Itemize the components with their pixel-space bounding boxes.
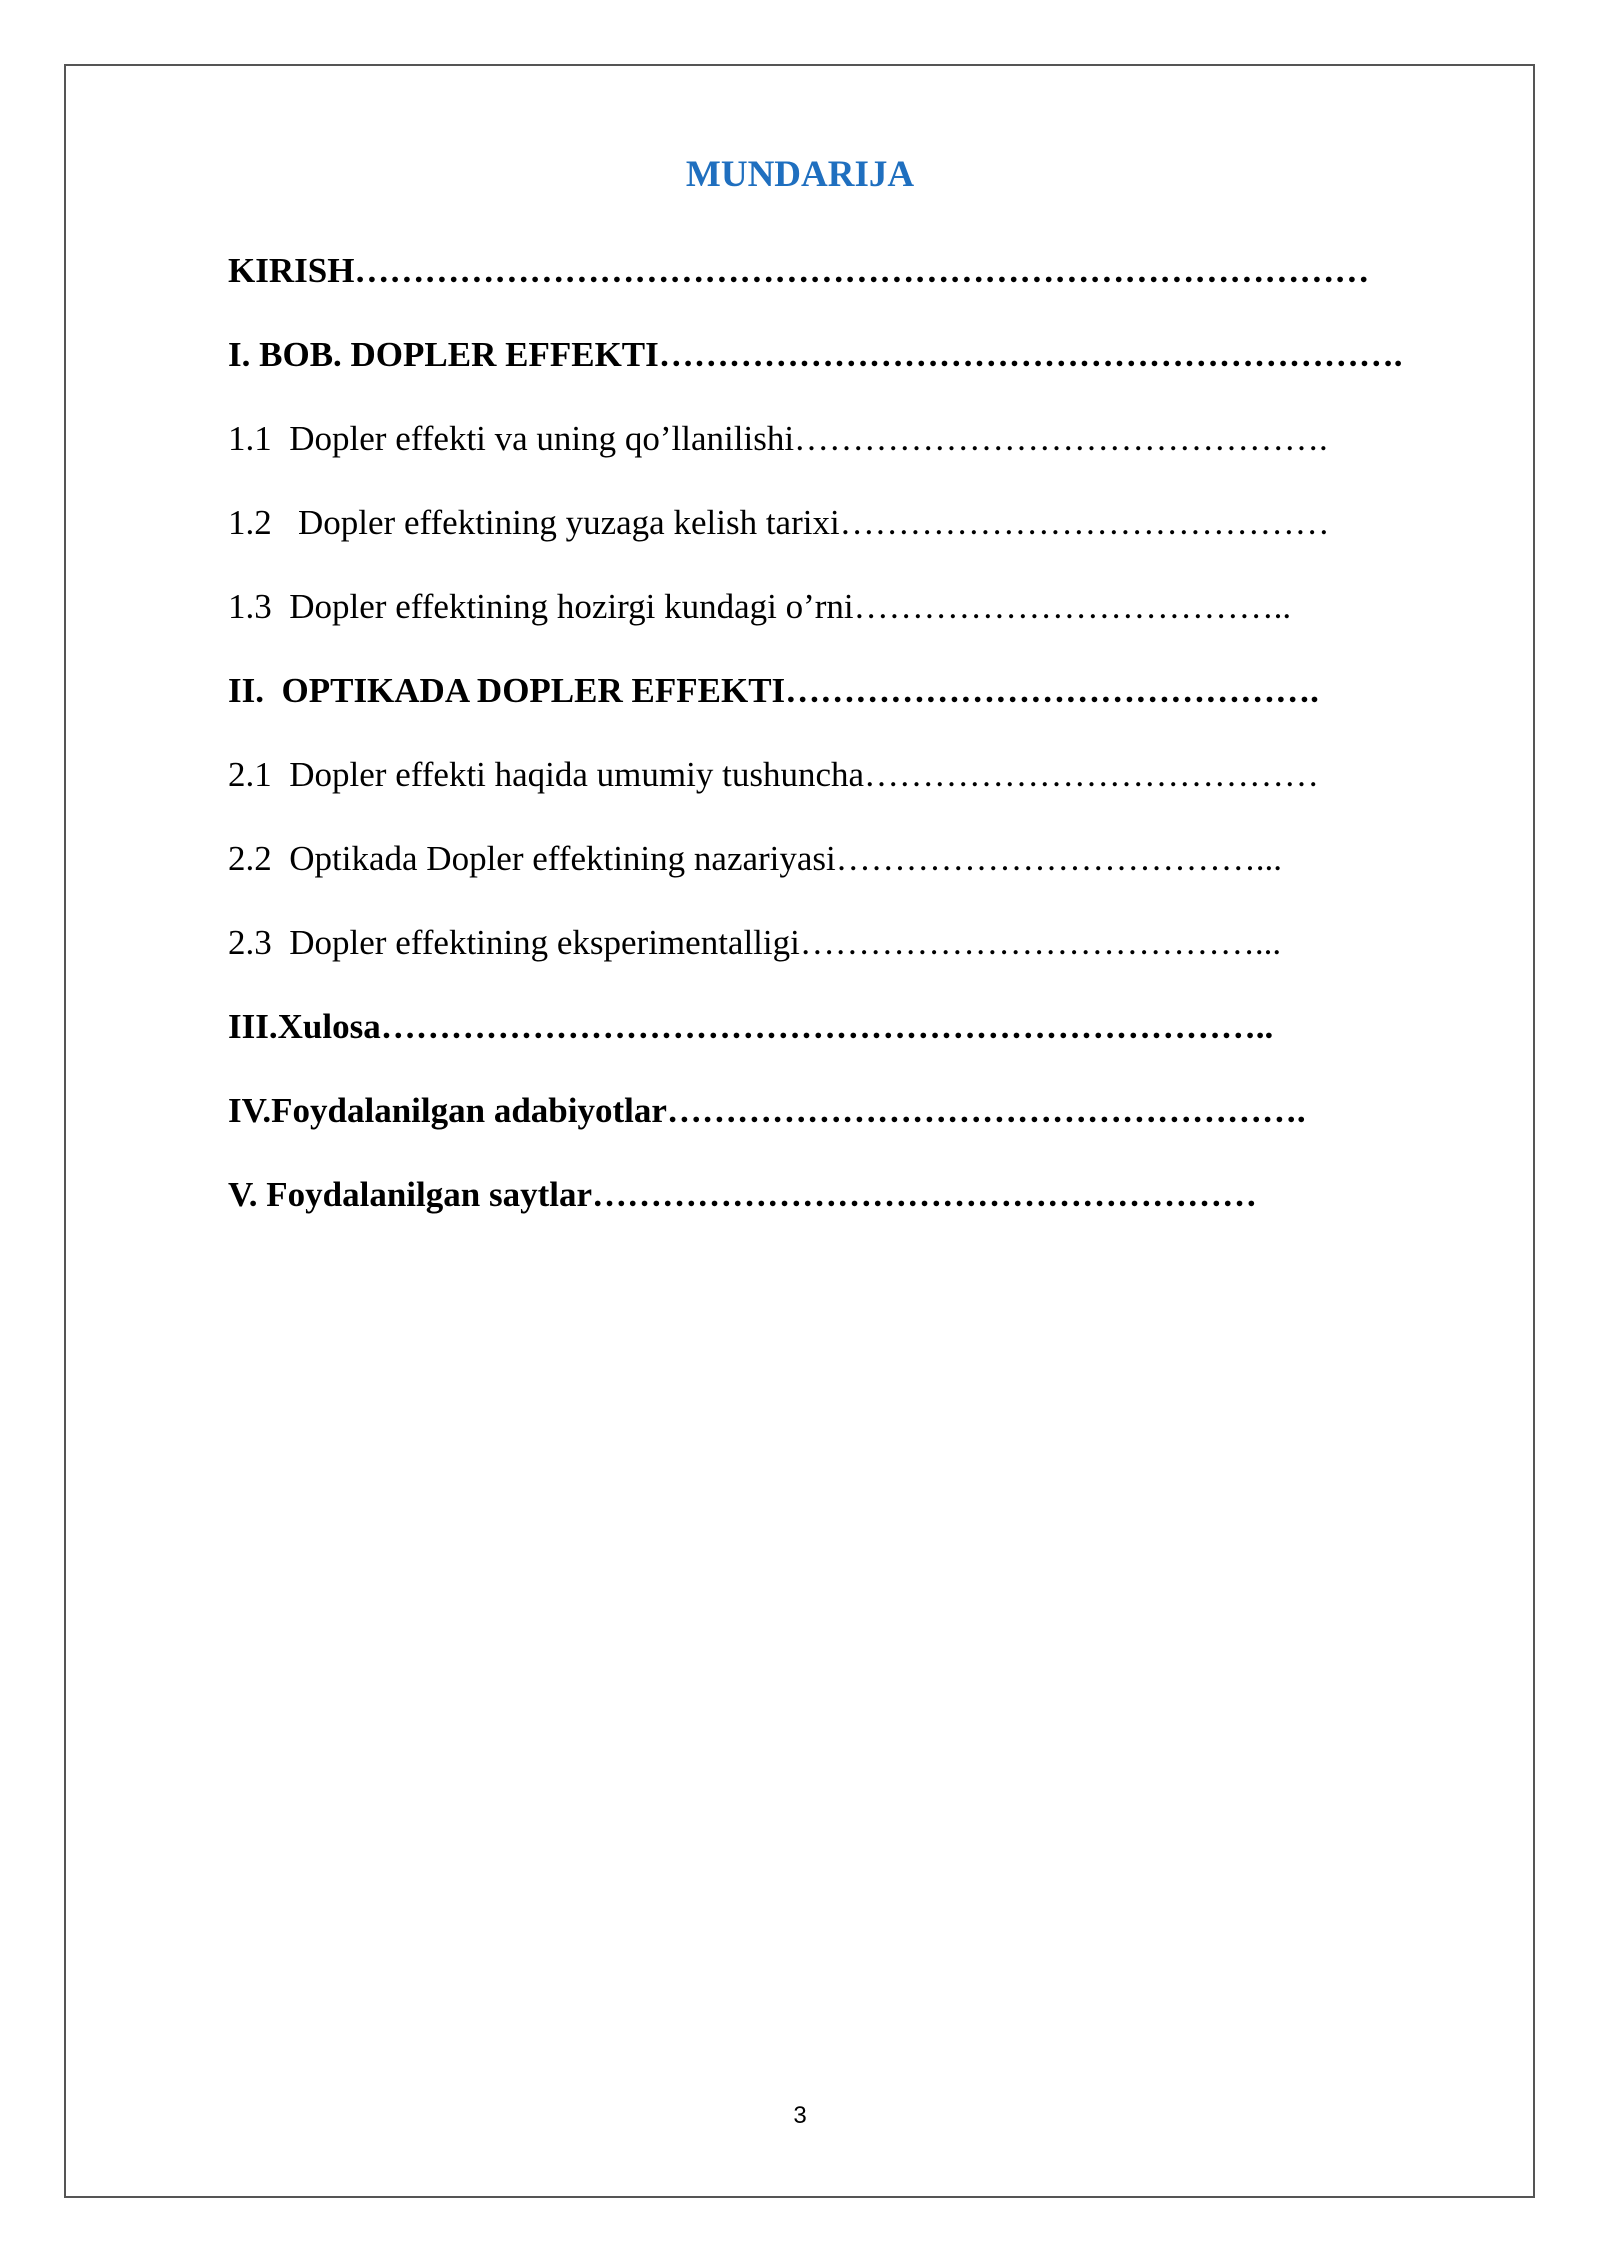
toc-entry-adabiyotlar: IV.Foydalanilgan adabiyotlar……………………………………………….: [228, 1091, 1306, 1130]
toc-entry-2-2: 2.2 Optikada Dopler effektining nazariyasi………………………………...: [228, 839, 1283, 878]
table-of-contents: [228, 245, 1428, 1253]
toc-entry-2-1: 2.1 Dopler effekti haqida umumiy tushuncha…………………………………: [228, 755, 1320, 794]
toc-entry-chapter-2: II. OPTIKADA DOPLER EFFEKTI……………………………………….: [228, 671, 1319, 710]
toc-entry-1-3: 1.3 Dopler effektining hozirgi kundagi o’rni………………………………..: [228, 587, 1292, 626]
toc-entry-1-1: 1.1 Dopler effekti va uning qo’llanilishi……………………………………….: [228, 419, 1328, 458]
toc-entry-saytlar: V. Foydalanilgan saytlar…………………………………………………: [228, 1175, 1257, 1214]
toc-entry-kirish: KIRISH……………………………………………………………………………: [228, 251, 1370, 290]
toc-entry-1-2: 1.2 Dopler effektining yuzaga kelish tarixi……………………………………: [228, 503, 1330, 542]
page-title: MUNDARIJA: [685, 154, 915, 195]
toc-entry-2-3: 2.3 Dopler effektining eksperimentalligi…………………………………...: [228, 923, 1282, 962]
toc-entry-chapter-1: I. BOB. DOPLER EFFEKTI……………………………………………………….: [228, 335, 1403, 374]
page-number: 3: [793, 2102, 807, 2129]
toc-entry-xulosa: III.Xulosa…………………………………………………………………..: [228, 1007, 1274, 1046]
